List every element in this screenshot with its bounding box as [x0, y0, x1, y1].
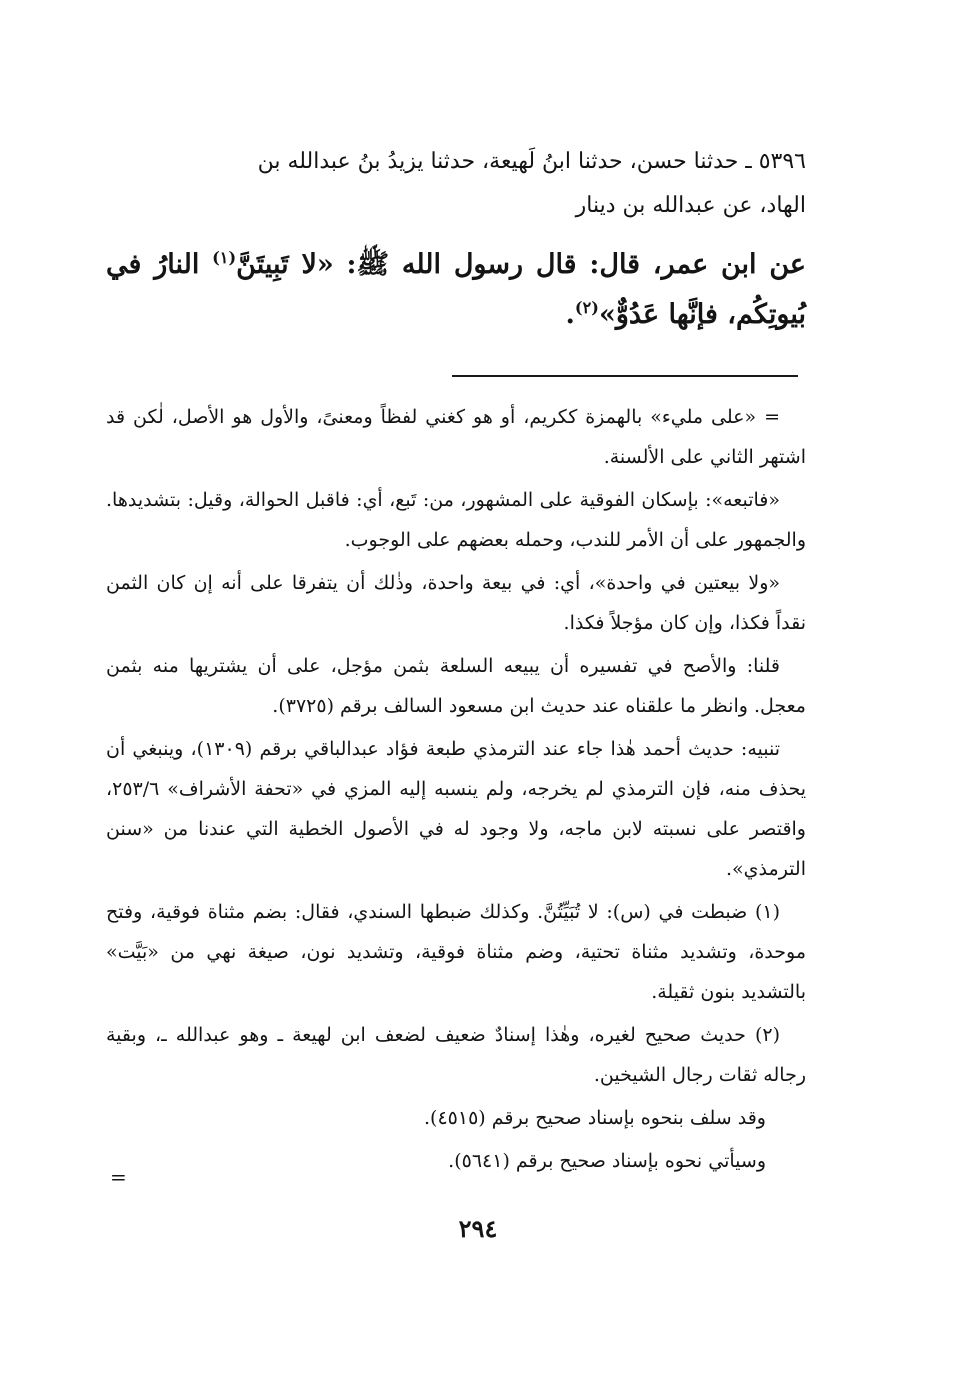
footnote-2-cross-ref-b: وسيأتي نحوه بإسناد صحيح برقم (٥٦٤١). [448, 1150, 766, 1172]
footnote-marker-1: (١) [212, 248, 237, 267]
footnote-continued-text: = «على مليء» بالهمزة ككريم، أو هو كغني لفظاً ومعنىً، والأول هو الأصل، لٰكن قد اشتهر الثاني على الألسنة. [106, 406, 806, 468]
footnote-tanbih: تنبيه: حديث أحمد هٰذا جاء عند الترمذي طبعة فؤاد عبدالباقي برقم (١٣٠٩)، وينبغي أن يحذف منه، فإن الترمذي لم يخرجه، ولم ينسبه إليه المزي في «تحفة الأشراف» ٢٥٣/٦، واقتصر على نسبته لابن ماجه، ولا وجود له في الأصول الخطية التي عندنا من «سنن الترمذي». [106, 738, 806, 880]
matn-full-stop: . [565, 299, 575, 330]
matn-text-end: النارُ في بُيوتِكُم، فإنَّها عَدُوٌّ» [106, 249, 806, 330]
isnad-line-2: الهاد، عن عبدالله بن دينار [575, 193, 806, 218]
footnote-fatbaahu: «فاتبعه»: بإسكان الفوقية على المشهور، من: تَبع، أي: فاقبل الحوالة، وقيل: بتشديدها. والجمهور على أن الأمر للندب، وحمله بعضهم على الوجوب. [106, 489, 806, 551]
footnote-qulna: قلنا: والأصح في تفسيره أن يبيعه السلعة بثمن مؤجل، على أن يشتريها منه بثمن معجل. وانظر ما علقناه عند حديث ابن مسعود السالف برقم (٣٧٢٥). [106, 655, 806, 717]
isnad-line-1: ٥٣٩٦ ـ حدثنا حسن، حدثنا ابنُ لَهيعة، حدثنا يزيدُ بنُ عبدالله بن [257, 149, 806, 174]
footnote-bayatayn: «ولا بيعتين في واحدة»، أي: في بيعة واحدة، وذٰلك أن يتفرقا على أنه إن كان الثمن نقداً فكذا، وإن كان مؤجلاً فكذا. [106, 572, 806, 634]
footnote-2: (٢) حديث صحيح لغيره، وهٰذا إسنادٌ ضعيف لضعف ابن لهيعة ـ وهو عبدالله ـ، وبقية رجاله ثقات رجال الشيخين. [106, 1024, 806, 1086]
continuation-sign: = [110, 1165, 127, 1189]
hadith-isnad [106, 140, 806, 228]
hadith-matn [106, 240, 806, 340]
footnotes [106, 397, 806, 1184]
footnote-2-cross-ref-a: وقد سلف بنحوه بإسناد صحيح برقم (٤٥١٥). [424, 1107, 766, 1129]
footnote-marker-2: (٢) [574, 298, 599, 317]
page-number: ٢٩٤ [458, 1214, 498, 1243]
matn-text-start: عن ابن عمر، قال: قال رسول الله ﷺ: «لا تَبِيتَنَّ [236, 249, 806, 280]
footnote-separator [452, 375, 798, 377]
footnote-1: (١) ضبطت في (س): لا تُبَيِّتُنَّ. وكذلك ضبطها السندي، فقال: بضم مثناة فوقية، وفتح موحدة، وتشديد مثناة تحتية، وضم مثناة فوقية، وتشديد نون، صيغة نهي من «بَيَّت» بالتشديد بنون ثقيلة. [106, 901, 806, 1003]
